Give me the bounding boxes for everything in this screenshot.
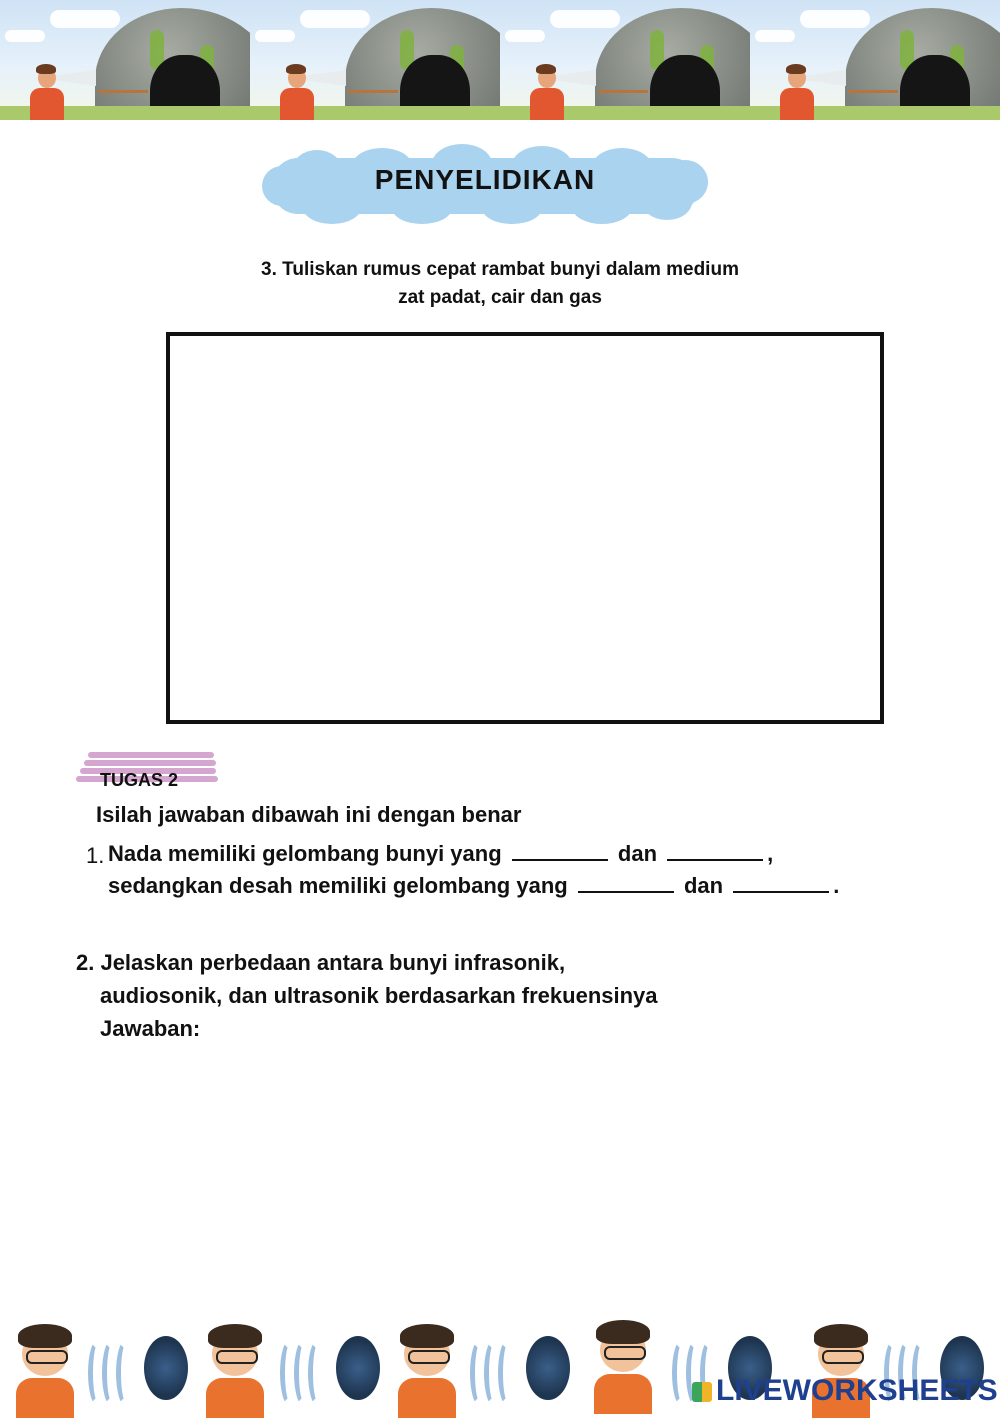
question-2-answer-label: Jawaban: xyxy=(100,1016,201,1041)
question-1-text-d: dan xyxy=(683,873,724,898)
liveworksheets-logo-icon xyxy=(692,1382,712,1402)
boy-illustration xyxy=(200,1318,270,1414)
question-1-blank-3[interactable] xyxy=(578,873,674,893)
question-2-line2: audiosonik, dan ultrasonik berdasarkan frekuensinya xyxy=(100,983,658,1008)
question-1-text-b: dan xyxy=(617,841,658,866)
banner-image-cave-shout xyxy=(0,0,250,120)
question-3 xyxy=(160,256,840,312)
question-1-text-c: sedangkan desah memiliki gelombang yang xyxy=(108,873,568,898)
question-1-number: 1. xyxy=(86,843,105,868)
watermark-text: LIVEWORKSHEETS xyxy=(716,1374,998,1407)
boy-illustration xyxy=(10,1318,80,1414)
question-1-comma: , xyxy=(767,841,774,866)
question-1-text-a: Nada memiliki gelombang bunyi yang xyxy=(108,841,502,866)
header-banner xyxy=(0,0,1000,120)
question-3-line1: 3. Tuliskan rumus cepat rambat bunyi dalam medium xyxy=(261,259,739,280)
banner-image-cave-shout xyxy=(750,0,1000,120)
banner-image-cave-shout xyxy=(500,0,750,120)
liveworksheets-watermark xyxy=(692,1374,998,1408)
speaker-icon xyxy=(88,1328,188,1408)
question-1-period: . xyxy=(833,873,840,898)
speaker-icon xyxy=(280,1328,380,1408)
question-1-line1 xyxy=(108,841,773,867)
banner-image-cave-shout xyxy=(250,0,500,120)
tugas-label: TUGAS 2 xyxy=(100,770,179,790)
boy-illustration xyxy=(588,1314,658,1410)
tugas-instruction: Isilah jawaban dibawah ini dengan benar xyxy=(96,802,522,827)
boy-illustration xyxy=(392,1318,462,1414)
question-2-line1: 2. Jelaskan perbedaan antara bunyi infrasonik, xyxy=(76,950,566,975)
page-title: PENYELIDIKAN xyxy=(374,164,596,195)
question-1-line2 xyxy=(108,873,839,899)
question-1-blank-4[interactable] xyxy=(733,873,829,893)
question-3-line2: zat padat, cair dan gas xyxy=(398,287,602,308)
question-2 xyxy=(76,946,658,1045)
speaker-icon xyxy=(470,1328,570,1408)
question-1-blank-1[interactable] xyxy=(512,841,608,861)
question-1-blank-2[interactable] xyxy=(667,841,763,861)
question-3-answer-box[interactable] xyxy=(166,332,884,724)
